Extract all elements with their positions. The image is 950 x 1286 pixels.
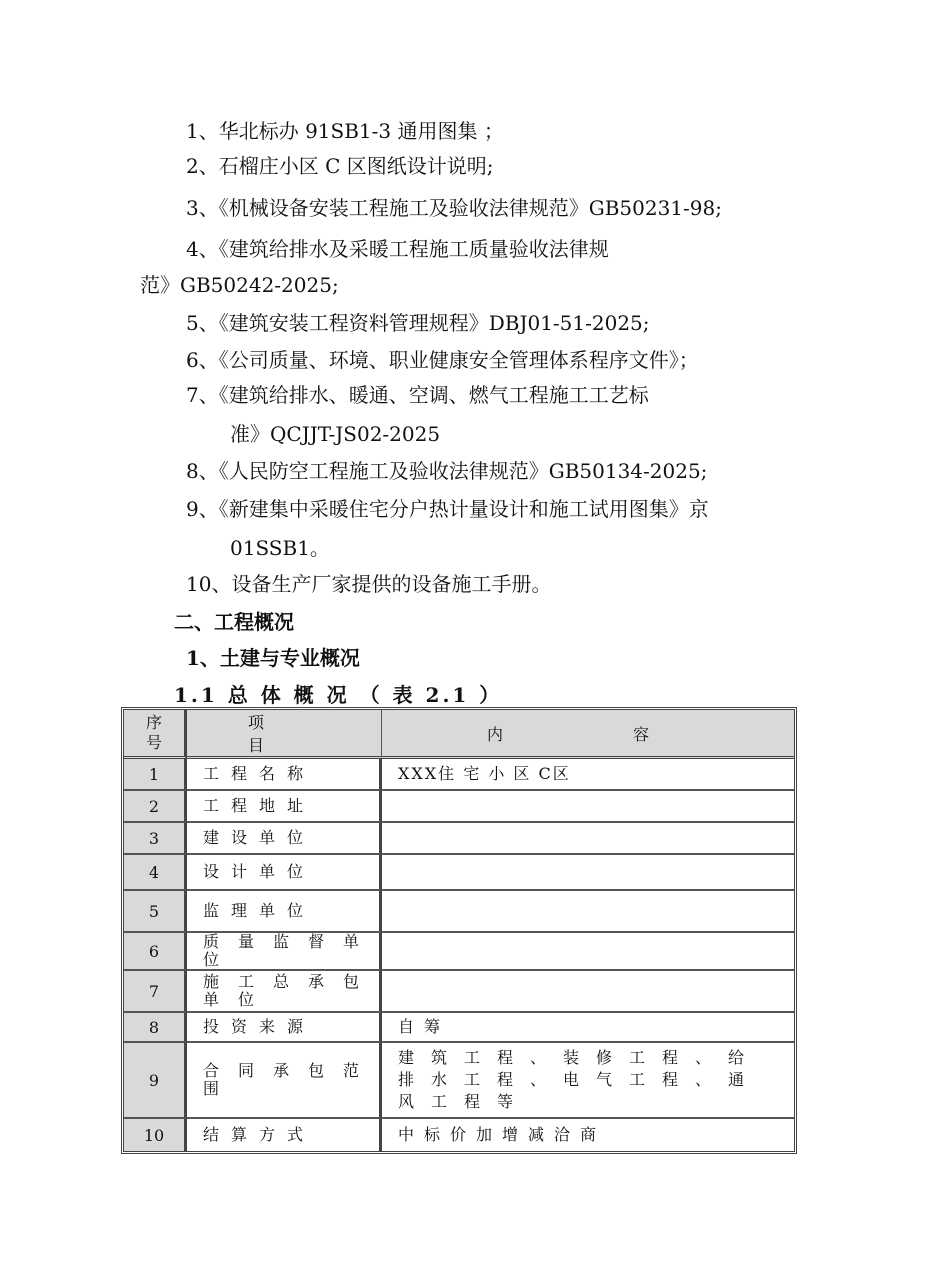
row-content bbox=[382, 791, 794, 823]
row-item: 投资来源 bbox=[187, 1013, 382, 1043]
table-row bbox=[124, 855, 794, 891]
row-item: 施工总承包单位 bbox=[187, 971, 382, 1013]
reference-item-5: 5、《建筑安装工程资料管理规程》DBJ01-51-2025; bbox=[186, 311, 650, 335]
reference-item-6: 6、《公司质量、环境、职业健康安全管理体系程序文件》； bbox=[186, 348, 699, 372]
row-no: 5 bbox=[124, 891, 187, 933]
table-row bbox=[124, 759, 794, 791]
table-row bbox=[124, 1043, 794, 1119]
row-content bbox=[382, 855, 794, 891]
reference-item-8: 8、《人民防空工程施工及验收法律规范》GB50134-2025; bbox=[186, 459, 708, 483]
row-item: 监理单位 bbox=[187, 891, 382, 933]
row-no: 1 bbox=[124, 759, 187, 791]
subsection-title: 1、土建与专业概况 bbox=[186, 646, 360, 670]
row-item: 结算方式 bbox=[187, 1119, 382, 1151]
row-content: 建筑工程、装修工程、给排水工程、电气工程、通风工程等 bbox=[382, 1043, 794, 1119]
row-no: 2 bbox=[124, 791, 187, 823]
reference-item-3: 3、《机械设备安装工程施工及验收法律规范》GB50231-98; bbox=[186, 196, 722, 220]
row-no: 8 bbox=[124, 1013, 187, 1043]
row-content bbox=[382, 823, 794, 855]
row-no: 4 bbox=[124, 855, 187, 891]
table-row bbox=[124, 1119, 794, 1151]
row-no: 6 bbox=[124, 933, 187, 971]
row-no: 9 bbox=[124, 1043, 187, 1119]
header-no: 序号 bbox=[124, 710, 187, 759]
row-item: 工程名称 bbox=[187, 759, 382, 791]
reference-item-2: 2、石榴庄小区 C 区图纸设计说明; bbox=[186, 154, 494, 178]
row-item: 工程地址 bbox=[187, 791, 382, 823]
reference-item-7: 7、《建筑给排水、暖通、空调、燃气工程施工工艺标 bbox=[186, 383, 649, 407]
reference-item-10: 10、设备生产厂家提供的设备施工手册。 bbox=[186, 572, 552, 596]
table-header-row bbox=[124, 710, 794, 759]
table-row bbox=[124, 971, 794, 1013]
table-row bbox=[124, 933, 794, 971]
row-content: 中标价加增减洽商 bbox=[398, 1125, 607, 1144]
reference-item-4: 4、《建筑给排水及采暖工程施工质量验收法律规 bbox=[186, 237, 609, 261]
header-item: 项目 bbox=[187, 710, 382, 759]
row-content bbox=[382, 971, 794, 1013]
row-item: 合同承包范围 bbox=[187, 1043, 382, 1119]
table-row bbox=[124, 891, 794, 933]
row-no: 7 bbox=[124, 971, 187, 1013]
row-no: 3 bbox=[124, 823, 187, 855]
row-no: 10 bbox=[124, 1119, 187, 1151]
table-row bbox=[124, 1013, 794, 1043]
row-item: 质量监督单位 bbox=[187, 933, 382, 971]
row-item: 设计单位 bbox=[187, 855, 382, 891]
header-content: 内容 bbox=[382, 710, 794, 759]
reference-item-7-cont: 准》QCJJT-JS02-2025 bbox=[230, 422, 441, 446]
row-content: XXX住 宅 小 区 C区 bbox=[382, 759, 794, 791]
reference-item-9: 9、《新建集中采暖住宅分户热计量设计和施工试用图集》京 bbox=[186, 497, 709, 521]
reference-item-4-cont: 范》GB50242-2025; bbox=[140, 273, 339, 297]
row-item: 建设单位 bbox=[187, 823, 382, 855]
table-row bbox=[124, 823, 794, 855]
row-content bbox=[382, 891, 794, 933]
overview-table bbox=[121, 707, 797, 1154]
reference-item-9-cont: 01SSB1。 bbox=[230, 536, 330, 560]
table-row bbox=[124, 791, 794, 823]
reference-item-1: 1、华北标办 91SB1-3 通用图集 ； bbox=[186, 119, 504, 143]
row-content: 自筹 bbox=[382, 1013, 794, 1043]
row-content bbox=[382, 933, 794, 971]
section-title: 二、工程概况 bbox=[174, 610, 294, 634]
table-caption: 1.1 总 体 概 况 （ 表 2.1 ） bbox=[174, 683, 503, 707]
